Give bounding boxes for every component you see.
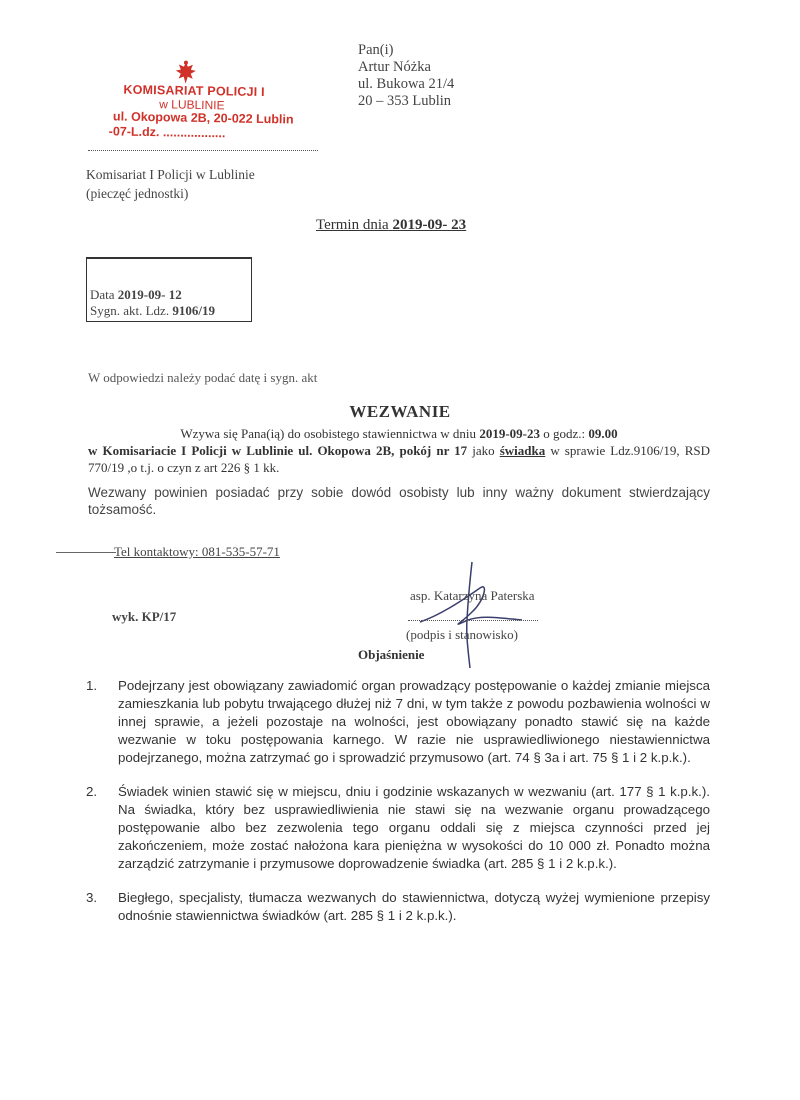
note-number: 2.: [86, 784, 98, 799]
summons-role: świadka: [499, 443, 546, 458]
summons-time-label: o godz.:: [543, 426, 586, 441]
addressee-street: ul. Bukowa 21/4: [358, 76, 455, 92]
case-ref-label: Sygn. akt. Ldz.: [90, 303, 170, 318]
signer-name: asp. Katarzyna Paterska: [410, 588, 535, 603]
note-text: Podejrzany jest obowiązany zawiadomić organ prowadzący postępowanie o każdej zmianie miejsca zamieszkania lub pobytu trwającego dłużej niż 7 dni, w tym także z powodu pozbawienia wolności w innej sprawie, a jeżeli pozostaje na wolności, jest obowiązany ponadto stawić się na każde wezwanie w toku postępowania karnego. W razie nie usprawiedliwionego niestawiennictwa podejrzanego, można zatrzymać go i sprowadzić przymusowo (art. 74 § 3a i art. 75 § 1 i 2 k.p.k.).: [118, 678, 710, 765]
unit-name: Komisariat I Policji w Lublinie: [86, 167, 255, 182]
addressee-name: Artur Nóżka: [358, 59, 431, 75]
case-ref-value: 9106/19: [172, 303, 215, 318]
phone-rule-line: [56, 552, 116, 553]
note-text: Świadek winien stawić się w miejscu, dniu i godzinie wskazanych w wezwaniu (art. 177 § 1 k.p.k.). Na świadka, który bez usprawiedliwienia nie stawi się na wezwanie organu prowadzącego postępowanie albo bez zezwolenia tego organu oddali się z miejsca czynności przed jej zakończeniem, może zostać nałożona kara pieniężna w wysokości do 10 000 zł. Ponadto można zarządzić zatrzymanie i przymusowe doprowadzenie świadka (art. 285 § 1 i 2 k.p.k.).: [118, 784, 710, 871]
id-requirement: Wezwany powinien posiadać przy sobie dowód osobisty lub inny ważny dokument stwierdzający tożsamość.: [88, 485, 710, 517]
unit-block: [86, 165, 255, 203]
addressee-block: [358, 42, 454, 110]
stamp-line-3: ul. Okopowa 2B, 20-022 Lublin: [112, 109, 294, 127]
explanation-notes: [86, 677, 710, 941]
deadline-label: Termin dnia: [316, 217, 389, 233]
stamp-line-2: w LUBLINIE: [159, 97, 225, 113]
stamp-line-1: KOMISARIAT POLICJI I: [123, 82, 265, 100]
explanation-title: Objaśnienie: [358, 647, 425, 662]
case-date-label: Data: [90, 287, 115, 302]
stamp-line-4: -07-L.dz. ..................: [108, 124, 226, 141]
summons-line-1: [88, 425, 710, 442]
unit-note: (pieczęć jednostki): [86, 186, 189, 201]
signature-dotted-line: [408, 620, 538, 621]
stamp-dotted-line: [88, 150, 318, 151]
handwritten-signature: [410, 560, 530, 670]
deadline-date: 2019-09- 23: [392, 217, 467, 233]
addressee-city: 20 – 353 Lublin: [358, 93, 452, 109]
summons-date: 2019-09-23: [479, 426, 540, 441]
summons-intro: Wzywa się Pana(ią) do osobistego stawiennictwa w dniu: [180, 426, 477, 441]
contact-phone: Tel kontaktowy: 081-535-57-71: [114, 544, 280, 559]
note-number: 3.: [86, 890, 98, 905]
police-stamp: [108, 58, 300, 141]
summons-as-label: jako: [472, 443, 495, 458]
issuer-code: wyk. KP/17: [112, 609, 177, 624]
list-item: [86, 783, 710, 873]
note-text: Biegłego, specjalisty, tłumacza wezwanych do stawiennictwa, dotyczą wyżej wymienione przepisy odnośnie stawiennictwa świadków (art. 285 § 1 i 2 k.p.k.).: [118, 890, 710, 923]
summons-text: [88, 425, 710, 476]
list-item: [86, 677, 710, 767]
signature-role-label: (podpis i stanowisko): [406, 627, 518, 642]
addressee-salutation: Pan(i): [358, 42, 394, 58]
case-date-value: 2019-09- 12: [117, 287, 182, 302]
case-reference-data: [90, 287, 215, 319]
deadline: [316, 217, 466, 234]
note-number: 1.: [86, 678, 98, 693]
summons-case-text: w sprawie Ldz.9106/19, RSD 770/19 ,o t.j. o czyn z art 226 § 1 kk.: [88, 443, 710, 475]
summons-time: 09.00: [588, 426, 618, 441]
summons-place: w Komisariacie I Policji w Lublinie ul. Okopowa 2B, pokój nr 17: [88, 443, 468, 458]
document-title: WEZWANIE: [349, 402, 451, 421]
list-item: [86, 889, 710, 925]
reply-note: W odpowiedzi należy podać datę i sygn. akt: [88, 370, 318, 385]
